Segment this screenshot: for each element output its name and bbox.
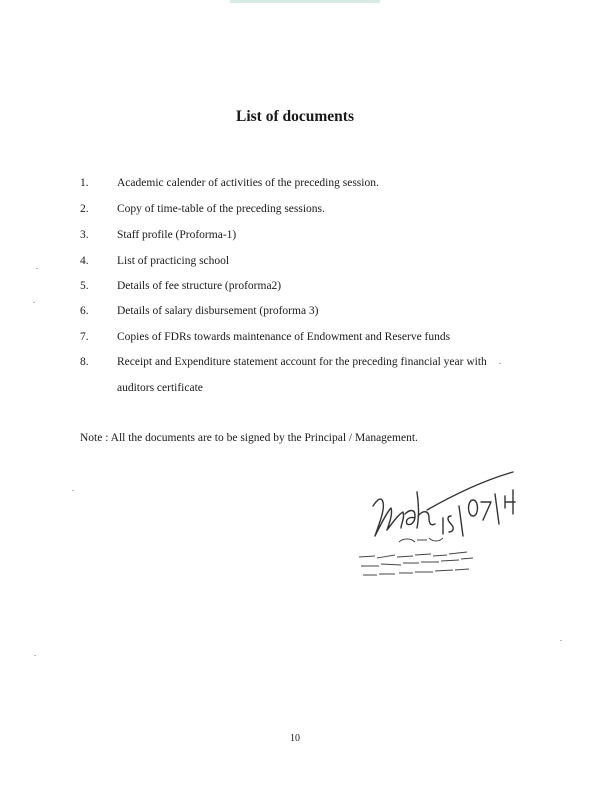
scan-speck bbox=[499, 363, 501, 364]
list-item-text: List of practicing school bbox=[117, 255, 230, 267]
scan-speck bbox=[34, 655, 36, 656]
list-item-number: 2. bbox=[80, 203, 89, 215]
list-item-number: 5. bbox=[80, 280, 89, 292]
scan-speck bbox=[72, 490, 74, 491]
list-item-text: Receipt and Expenditure statement account for the preceding financial year with bbox=[117, 356, 487, 368]
list-item-text: Academic calender of activities of the preceding session. bbox=[117, 177, 379, 189]
list-item-number: 1. bbox=[80, 177, 89, 189]
scan-speck bbox=[36, 268, 38, 269]
scan-speck bbox=[33, 302, 35, 303]
signature-and-stamp bbox=[355, 462, 530, 587]
top-edge-strip bbox=[230, 0, 380, 3]
list-item-text-continuation: auditors certificate bbox=[117, 382, 203, 394]
list-item-text: Details of salary disbursement (proforma 3) bbox=[117, 305, 319, 317]
principal-stamp bbox=[359, 538, 473, 575]
list-item-text: Details of fee structure (proforma2) bbox=[117, 280, 282, 292]
list-item-number: 3. bbox=[80, 229, 89, 241]
document-title: List of documents bbox=[236, 108, 354, 125]
handwritten-signature bbox=[373, 472, 515, 536]
scan-speck bbox=[560, 640, 562, 641]
list-item-number: 8. bbox=[80, 356, 89, 368]
list-item-text: Copies of FDRs towards maintenance of Endowment and Reserve funds bbox=[117, 331, 451, 343]
list-item-number: 6. bbox=[80, 305, 89, 317]
page-number: 10 bbox=[290, 733, 300, 744]
signing-note: Note : All the documents are to be signed by the Principal / Management. bbox=[80, 432, 418, 444]
list-item-number: 4. bbox=[80, 255, 89, 267]
list-item-text: Staff profile (Proforma-1) bbox=[117, 229, 237, 241]
list-item-text: Copy of time-table of the preceding sessions. bbox=[117, 203, 325, 215]
list-item-number: 7. bbox=[80, 331, 89, 343]
